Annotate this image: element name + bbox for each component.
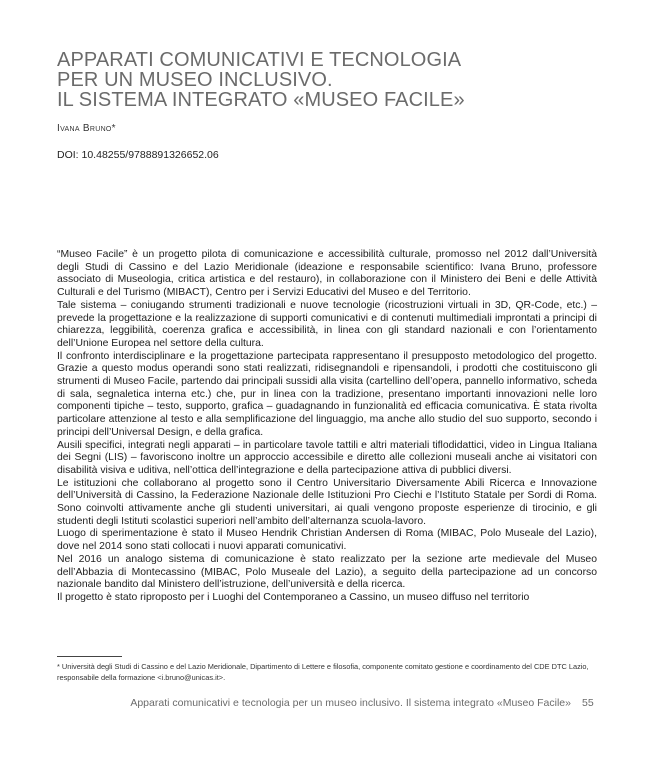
paragraph: Il confronto interdisciplinare e la progettazione partecipata rappresentano il presupposto metodologico del progetto. Grazie a questo modus operandi sono stati realizzati, ridisegnandoli e ripensandoli, i prodotti che costituiscono gli strumenti di Museo Facile, partendo dai principali sussidi alla visita (cartellino dell’opera, pannello informativo, scheda di sala, segnaletica interna etc.) che, pur in linea con la tradizione, presentano importanti innovazioni nelle loro componenti tipiche – testo, supporto, grafica – guadagnando in funzionalità ed efficacia comunicativa. È stata rivolta particolare attenzione al testo e alla semplificazione del linguaggio, ma anche allo studio del suo supporto, secondo i principi dell’Universal Design, e della grafica.: [57, 350, 598, 438]
article-title: [57, 50, 617, 110]
paragraph: Luogo di sperimentazione è stato il Museo Hendrik Christian Andersen di Roma (MIBAC, Polo Museale del Lazio), dove nel 2014 sono stati collocati i nuovi apparati comunicativi.: [57, 528, 597, 553]
title-line: APPARATI COMUNICATIVI E TECNOLOGIA: [57, 49, 462, 71]
doi-text: DOI: 10.48255/9788891326652.06: [57, 149, 219, 161]
running-head: Apparati comunicativi e tecnologia per un museo inclusivo. Il sistema integrato «Museo Facile»: [130, 697, 571, 709]
footnote: * Università degli Studi di Cassino e del Lazio Meridionale, Dipartimento di Lettere e filosofia, componente comitato gestione e coordinamento del CDE DTC Lazio, responsabile della formazione <i.bruno@unicas.it>.: [57, 662, 589, 682]
page-number: 55: [582, 697, 594, 709]
title-line: PER UN MUSEO INCLUSIVO.: [57, 69, 333, 91]
author-name: Ivana Bruno*: [57, 123, 116, 134]
article-body: [57, 249, 597, 605]
paragraph: Le istituzioni che collaborano al progetto sono il Centro Universitario Diversamente Abili Ricerca e Innovazione dell’Università di Cassino, la Federazione Nazionale delle Istituzioni Pro Ciechi e l’Istituto Statale per Sordi di Roma. Sono coinvolti attivamente anche gli studenti universitari, ai quali vengono proposte esperienze di tirocinio, e gli studenti degli Istituti scolastici superiori nell’ambito dell’alternanza scuola-lavoro.: [57, 477, 597, 527]
paragraph: “Museo Facile” è un progetto pilota di comunicazione e accessibilità culturale, promosso nel 2012 dall’Università degli Studi di Cassino e del Lazio Meridionale (ideazione e responsabile scientifico: Ivana Bruno, professore associato di Museologia, critica artistica e del restauro), in collaborazione con il Ministero dei Beni e delle Attività Culturali e del Turismo (MIBACT), Centro per i Servizi Educativi del Museo e del Territorio.: [57, 249, 597, 299]
paragraph: Il progetto è stato riproposto per i Luoghi del Contemporaneo a Cassino, un museo diffuso nel territorio: [57, 591, 530, 603]
paragraph: Ausili specifici, integrati negli apparati – in particolare tavole tattili e altri materiali tiflodidattici, video in Lingua Italiana dei Segni (LIS) – favoriscono inoltre un approccio accessibile e diretto alle collezioni museali anche ai visitatori con disabilità visiva e uditiva, nell’ottica dell’integrazione e della partecipazione attiva di pubblici diversi.: [57, 439, 597, 476]
title-line: IL SISTEMA INTEGRATO «MUSEO FACILE»: [57, 89, 465, 111]
footnote-divider: [57, 656, 122, 657]
paragraph: Nel 2016 un analogo sistema di comunicazione è stato realizzato per la sezione arte medievale del Museo dell’Abbazia di Montecassino (MIBAC, Polo Museale del Lazio), a seguito della partecipazione ad un concorso nazionale bandito dal Ministero dell’istruzione, dell’università e della ricerca.: [57, 553, 597, 591]
paragraph: Tale sistema – coniugando strumenti tradizionali e nuove tecnologie (ricostruzioni virtuali in 3D, QR-Code, etc.) – prevede la progettazione e la realizzazione di supporti comunicativi e di contenuti multimediali improntati a principi di chiarezza, leggibilità, coerenza grafica e accessibilità, in linea con gli standard nazionali e con l’orientamento dell’Unione Europea nel settore della cultura.: [57, 299, 597, 349]
